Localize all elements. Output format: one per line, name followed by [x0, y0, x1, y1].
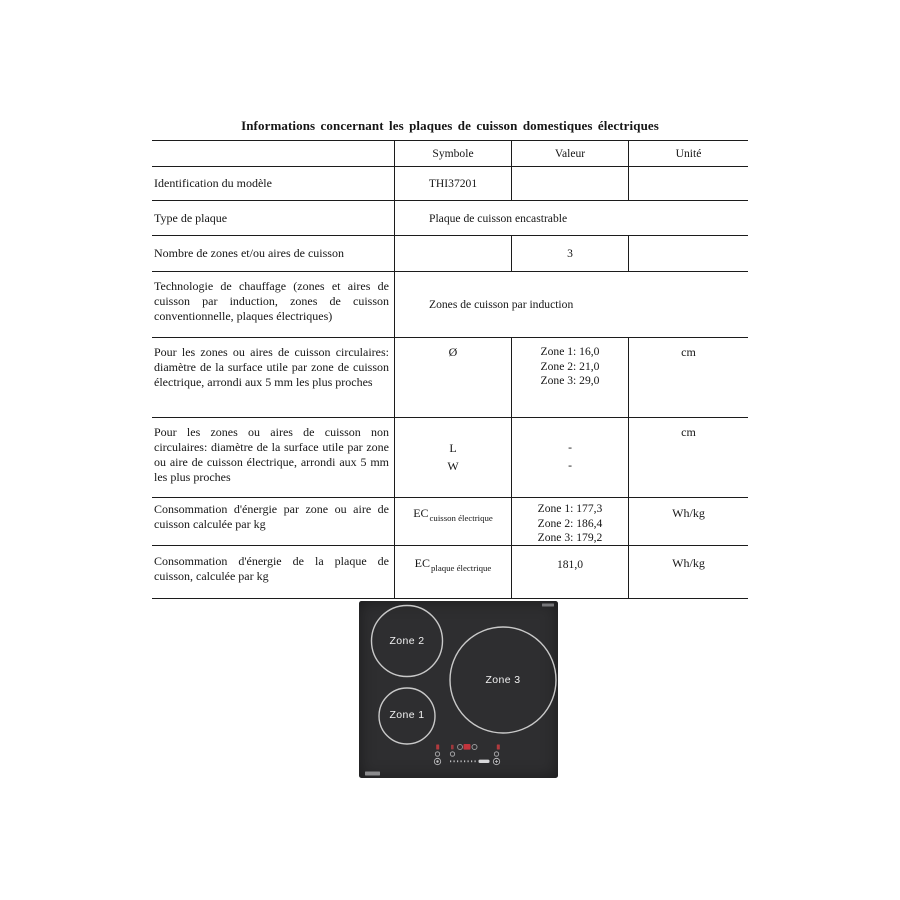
- width-value: -: [568, 459, 572, 472]
- power-indicator-icons: [436, 744, 500, 750]
- table-row-conso-par-zone: [152, 497, 748, 545]
- zone3-label: Zone 3: [485, 674, 521, 686]
- lw-values: [512, 418, 629, 497]
- ec-subscript: plaque électrique: [431, 562, 492, 573]
- table-row-type: [152, 200, 748, 235]
- header-unite: Unité: [675, 147, 702, 160]
- length-value: -: [568, 441, 572, 454]
- row-label: Consommation d'énergie de la plaque de cuisson, calculée par kg: [152, 546, 395, 598]
- row-label: Pour les zones ou aires de cuisson circulaires: diamètre de la surface utile par zone de cuisson électrique, arrondi aux 5 mm les plus proches: [152, 338, 395, 417]
- hob-energy-value: 181,0: [512, 546, 629, 598]
- unit-whkg: Wh/kg: [672, 506, 705, 520]
- hob-graphic: [359, 601, 558, 778]
- unit-cm: cm: [681, 425, 696, 439]
- row-label: Consommation d'énergie par zone ou aire de cuisson calculée par kg: [152, 498, 395, 545]
- row-label: Type de plaque: [152, 201, 395, 235]
- lw-symbols: [395, 418, 512, 497]
- zone2-label: Zone 2: [389, 635, 425, 647]
- header-valeur: Valeur: [512, 141, 629, 166]
- length-symbol: L: [449, 441, 457, 455]
- document-title: Informations concernant les plaques de cuisson domestiques électriques: [241, 118, 659, 133]
- empty-cell: [629, 236, 748, 271]
- technologie-value: Zones de cuisson par induction: [429, 298, 574, 311]
- empty-cell: [512, 167, 629, 200]
- zone3-energy: Zone 3: 179,2: [537, 531, 603, 544]
- header-empty-cell: [152, 141, 395, 166]
- table-row-nombre-zones: [152, 235, 748, 271]
- table-header-row: [152, 140, 748, 166]
- model-id-value: THI37201: [395, 167, 512, 200]
- table-row-zones-non-circulaires: [152, 417, 748, 497]
- diameter-values: [512, 338, 629, 417]
- zone2-diameter: Zone 2: 21,0: [540, 359, 600, 373]
- row-label: Nombre de zones et/ou aires de cuisson: [152, 236, 395, 271]
- slider-control-icons: [434, 758, 499, 764]
- table-row-conso-plaque: [152, 545, 748, 598]
- row-label: Pour les zones ou aires de cuisson non circulaires: diamètre de la surface utile par zone ou aire de cuisson électrique, arrondi aux 5 mm les plus proches: [152, 418, 395, 497]
- zones-count-value: 3: [512, 236, 629, 271]
- table-row-zones-circulaires: [152, 337, 748, 417]
- ec-base: EC: [413, 506, 429, 520]
- width-symbol: W: [447, 459, 459, 473]
- ec-cuisson-symbol: [395, 498, 512, 545]
- unit-whkg: Wh/kg: [672, 556, 705, 570]
- row-label: Identification du modèle: [152, 167, 395, 200]
- header-symbole: Symbole: [395, 141, 512, 166]
- energy-values: [512, 498, 629, 545]
- table-row-identification: [152, 166, 748, 200]
- empty-cell: [395, 236, 512, 271]
- diameter-symbol: Ø: [395, 338, 512, 417]
- zone3-diameter: Zone 3: 29,0: [540, 374, 600, 387]
- unit-cm: cm: [681, 345, 696, 359]
- ec-subscript: cuisson électrique: [429, 512, 493, 523]
- zone1-diameter: Zone 1: 16,0: [540, 345, 600, 358]
- ec-base: EC: [414, 556, 430, 570]
- table-row-technologie: [152, 271, 748, 337]
- hob-figure: [359, 601, 558, 778]
- zone1-label: Zone 1: [389, 709, 425, 721]
- info-table: [152, 140, 748, 599]
- row-label: Technologie de chauffage (zones et aires de cuisson par induction, zones de cuisson conventionnelle, plaques électriques): [152, 272, 395, 337]
- ec-plaque-symbol: [395, 546, 512, 598]
- zone1-energy: Zone 1: 177,3: [537, 502, 603, 515]
- touch-control-icons: [435, 752, 498, 756]
- model-print-mark: [542, 604, 554, 607]
- type-value: Plaque de cuisson encastrable: [429, 211, 568, 225]
- empty-cell: [629, 167, 748, 200]
- brand-logo-mark: [365, 772, 380, 776]
- zone2-energy: Zone 2: 186,4: [537, 516, 603, 530]
